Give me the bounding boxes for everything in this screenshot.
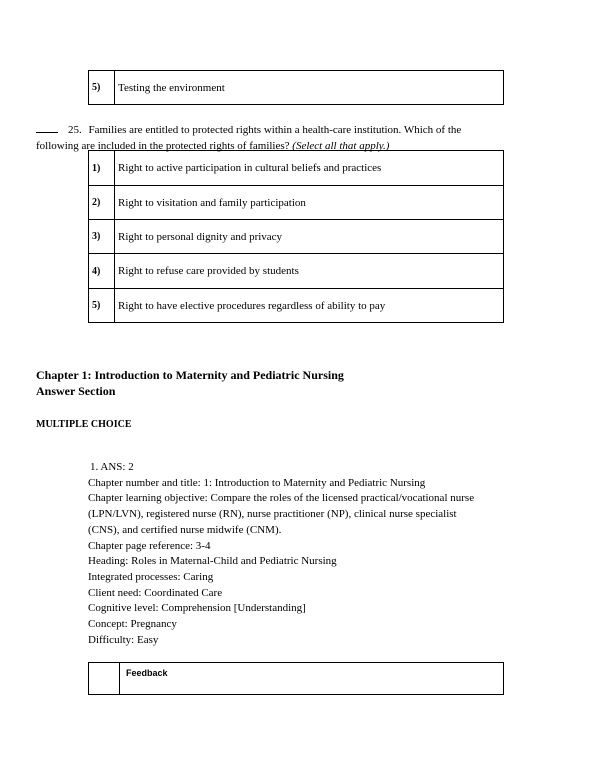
answer-line: Chapter page reference: 3-4	[88, 539, 211, 552]
multiple-choice-heading: MULTIPLE CHOICE	[36, 419, 132, 430]
option-text: Right to personal dignity and privacy	[115, 220, 504, 254]
answer-line: Integrated processes: Caring	[88, 570, 214, 583]
option-row	[89, 151, 504, 186]
answer-line: Chapter number and title: 1: Introduction to Maternity and Pediatric Nursing	[88, 476, 426, 489]
prev-options-table	[88, 70, 504, 105]
answer-details	[88, 460, 508, 648]
option-number: 5)	[89, 71, 115, 105]
answer-line: Cognitive level: Comprehension [Understanding]	[88, 602, 306, 615]
question-number: 25.	[68, 124, 82, 136]
answer-line: (LPN/LVN), registered nurse (RN), nurse practitioner (NP), clinical nurse specialist	[88, 508, 457, 521]
answer-line: Client need: Coordinated Care	[88, 586, 223, 599]
option-number: 2)	[89, 186, 115, 220]
option-number: 1)	[89, 151, 115, 186]
feedback-table	[88, 662, 504, 695]
chapter-title: Chapter 1: Introduction to Maternity and Pediatric Nursing	[36, 368, 344, 382]
answer-line: Concept: Pregnancy	[88, 618, 177, 631]
answer-line: (CNS), and certified nurse midwife (CNM).	[88, 523, 282, 536]
option-row	[89, 71, 504, 105]
question-instruction: (Select all that apply.)	[292, 140, 390, 152]
option-text: Right to have elective procedures regardless of ability to pay	[115, 289, 504, 323]
answer-line: 1. ANS: 2	[90, 461, 134, 473]
option-row	[89, 254, 504, 289]
feedback-label: Feedback	[120, 663, 504, 695]
option-row	[89, 186, 504, 220]
option-text: Testing the environment	[115, 71, 504, 105]
answer-line: Difficulty: Easy	[88, 633, 159, 646]
answer-blank	[36, 121, 58, 133]
option-number: 4)	[89, 254, 115, 289]
option-row	[89, 220, 504, 254]
option-text: Right to visitation and family participation	[115, 186, 504, 220]
question-text: Families are entitled to protected rights within a health-care institution. Which of the following are included in the protected rights of families?	[36, 124, 462, 152]
option-text: Right to refuse care provided by students	[115, 254, 504, 289]
option-text: Right to active participation in cultural beliefs and practices	[115, 151, 504, 186]
answer-line: Heading: Roles in Maternal-Child and Pediatric Nursing	[88, 555, 337, 568]
answer-section-title: Answer Section	[36, 384, 116, 398]
option-number: 3)	[89, 220, 115, 254]
option-number: 5)	[89, 289, 115, 323]
answer-line: Chapter learning objective: Compare the roles of the licensed practical/vocational nurse	[88, 492, 475, 505]
feedback-blank-cell	[89, 663, 120, 695]
question-options-table	[88, 150, 504, 323]
option-row	[89, 289, 504, 323]
